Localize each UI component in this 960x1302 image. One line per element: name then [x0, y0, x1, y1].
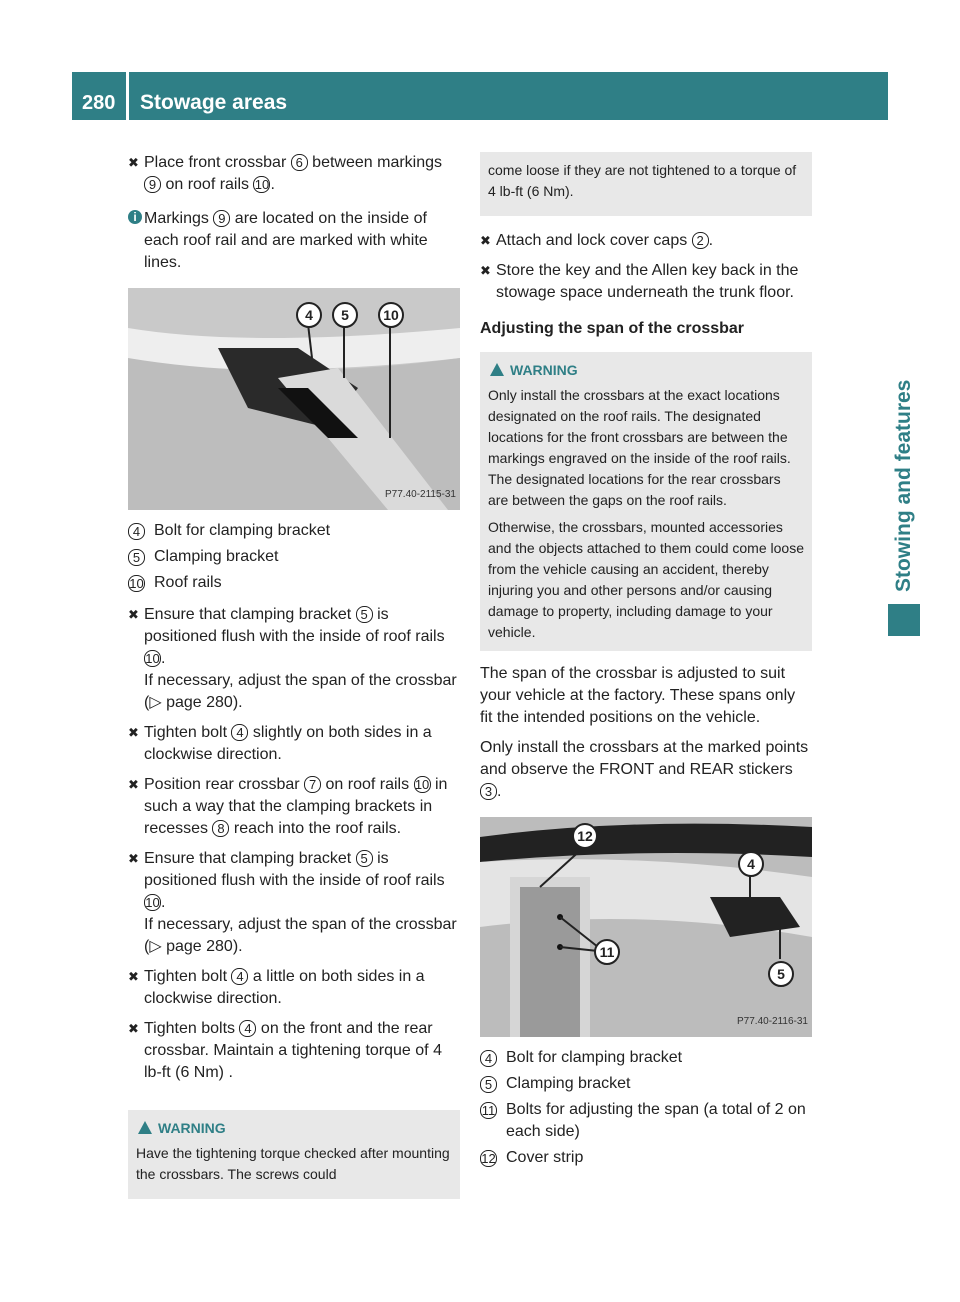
figure-code: P77.40-2116-31 — [737, 1016, 808, 1027]
warning-heading: WARNING — [488, 360, 804, 381]
warning-icon — [490, 363, 504, 376]
figure-code: P77.40-2115-31 — [385, 489, 456, 500]
step-position-rear: ✖ Position rear crossbar 7 on roof rails 10 in such a way that the clamping brackets in recesses 8 reach into the roof rails. — [128, 776, 448, 837]
legend-item: 10 Roof rails — [129, 574, 222, 591]
legend-item: 5 Clamping bracket — [128, 546, 460, 568]
header-divider — [126, 72, 129, 120]
step-arrow-icon: ✖ — [128, 1021, 139, 1036]
step-tighten-little: ✖ Tighten bolt 4 a little on both sides in a clockwise direction. — [128, 968, 425, 1007]
legend-item: 4 Bolt for clamping bracket — [128, 520, 460, 542]
page-number: 280 — [82, 92, 116, 114]
figure-callout-5: 5 — [768, 961, 794, 987]
legend-item: 5 Clamping bracket — [480, 1073, 812, 1095]
figure-callout-4: 4 — [738, 851, 764, 877]
warning-text: Only install the crossbars at the exact locations designated on the roof rails. The designated locations for the front crossbars are between the markings engraved on the inside of the roof rails. The designated locations for the rear crossbars are between the gaps on the roof rails. — [488, 387, 791, 508]
callout-9: 9 — [144, 176, 161, 193]
figure-callout-5: 5 — [332, 302, 358, 328]
legend-item: 12 Cover strip — [481, 1149, 584, 1166]
paragraph: Only install the crossbars at the marked points and observe the FRONT and REAR stickers 3 . — [480, 739, 809, 800]
warning-text: Have the tightening torque checked after mounting the crossbars. The screws could — [136, 1145, 450, 1182]
warning-box-2 — [480, 352, 812, 651]
figure-callout-4: 4 — [296, 302, 322, 328]
callout-10: 10 — [254, 177, 270, 192]
figure-1-drawing — [128, 288, 460, 510]
info-icon: i — [128, 210, 142, 224]
step-tighten-slightly: ✖ Tighten bolt 4 slightly on both sides in a clockwise direction. — [128, 724, 432, 763]
step-arrow-icon: ✖ — [128, 155, 139, 170]
section-title: Stowage areas — [140, 91, 288, 114]
info-note: i Markings 9 are located on the inside of each roof rail and are marked with white lines. — [128, 208, 460, 274]
figure-callout-12: 12 — [572, 823, 598, 849]
step-tighten-bolts: ✖ Tighten bolts 4 on the front and the rear crossbar. Maintain a tightening torque of 4 lb-ft (6 Nm) . — [128, 1020, 442, 1081]
side-teal-tile — [888, 604, 920, 636]
callout-6: 6 — [291, 154, 308, 171]
warning-icon — [138, 1121, 152, 1134]
figure-2-drawing — [480, 817, 812, 1037]
step-arrow-icon: ✖ — [128, 851, 139, 866]
warning-text: Otherwise, the crossbars, mounted accessories and the objects attached to them could come loose from the vehicle causing an accident, thereby injuring you and other persons and/or causing damage to property, including damage to your vehicle. — [488, 519, 804, 640]
callout-9: 9 — [213, 210, 230, 227]
step-arrow-icon: ✖ — [480, 263, 491, 278]
step-ensure-flush-2: ✖ Ensure that clamping bracket 5 is positioned flush with the inside of roof rails 10. If necessary, adjust the span of the crossbar (▷ page 280). — [128, 850, 457, 955]
step-place-front-crossbar: ✖ Place front crossbar 6 between markings 9 on roof rails 10. — [128, 154, 443, 193]
legend-item: 4 Bolt for clamping bracket — [480, 1047, 812, 1069]
step-arrow-icon: ✖ — [128, 969, 139, 984]
step-store-key: ✖ Store the key and the Allen key back in the stowage space underneath the trunk floor. — [480, 262, 799, 301]
figure-span-bolts — [480, 817, 812, 1037]
section-heading: Adjusting the span of the crossbar — [480, 320, 745, 337]
figure-callout-11: 11 — [594, 939, 620, 965]
left-column — [128, 152, 460, 1199]
step-arrow-icon: ✖ — [480, 233, 491, 248]
step-arrow-icon: ✖ — [128, 725, 139, 740]
step-arrow-icon: ✖ — [128, 777, 139, 792]
step-attach-caps: ✖ Attach and lock cover caps 2 . — [480, 230, 812, 252]
warning-box — [128, 1110, 460, 1199]
figure-callout-10: 10 — [378, 302, 404, 328]
paragraph: The span of the crossbar is adjusted to suit your vehicle at the factory. These spans only fit the intended positions on the vehicle. — [480, 665, 796, 726]
figure-clamping-bracket — [128, 288, 460, 510]
step-ensure-flush: ✖ Ensure that clamping bracket 5 is positioned flush with the inside of roof rails 10. If necessary, adjust the span of the crossbar (▷ page 280). — [128, 606, 457, 711]
warning-heading: WARNING — [136, 1118, 452, 1139]
warning-box-continued — [480, 152, 812, 216]
warning-text: come loose if they are not tightened to a torque of 4 lb-ft (6 Nm). — [488, 162, 797, 199]
right-column — [480, 152, 812, 1173]
step-arrow-icon: ✖ — [128, 607, 139, 622]
legend-item: 11 Bolts for adjusting the span (a total of 2 on each side) — [481, 1101, 806, 1140]
side-chapter-label: Stowing and features — [892, 379, 915, 592]
